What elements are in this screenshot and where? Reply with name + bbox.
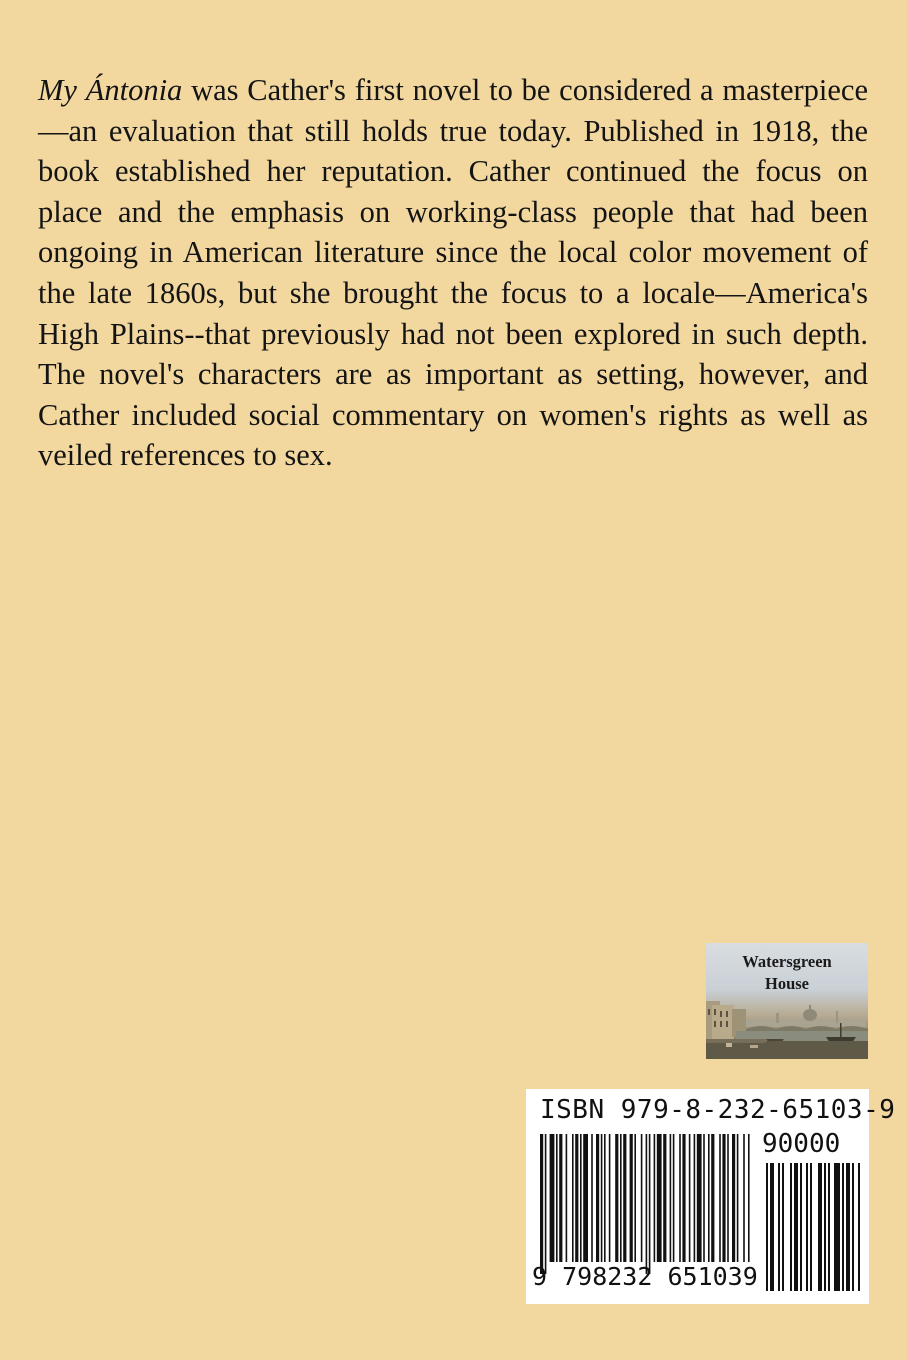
barcode-bar [703,1134,705,1262]
publisher-logo [706,943,868,1059]
barcode-bar [711,1134,714,1262]
addon-bar [782,1163,784,1291]
barcode-bar [604,1134,606,1262]
barcode-bar [719,1134,721,1262]
addon-bar [834,1163,840,1291]
barcode-bar [708,1134,710,1262]
barcode-bar [591,1134,593,1262]
addon-bar [824,1163,826,1291]
price-addon-code: 90000 [762,1129,841,1159]
barcode-bar [641,1134,643,1262]
barcode-bar [566,1134,568,1262]
barcode-bar [657,1134,662,1262]
barcode-bar [697,1134,702,1262]
barcode-bar [722,1134,725,1262]
blurb-text: was Cather's first novel to be considered a masterpiece—an evaluation that still holds true today. Published in 1918, the book established her reputation. Cather continued the focus on place and the emphasis on working-class people that had been ongoing in American literature since the local color movement of the late 1860s, but she brought the focus to a locale—America's High Plains--that previously had not been explored in such depth. The novel's characters are as important as setting, however, and Cather included social commentary on women's rights as well as veiled references to sex. [38,73,868,473]
isbn-barcode [526,1089,896,1304]
barcode-bar [654,1134,656,1262]
addon-bar [842,1163,844,1291]
barcode-bar [649,1134,651,1274]
barcode-bar [556,1134,558,1262]
barcode-bar [732,1134,735,1262]
barcode-bar [575,1134,578,1262]
barcode-bar [583,1134,588,1262]
addon-bar [852,1163,854,1291]
barcode-bar [550,1134,555,1262]
barcode-bar [737,1134,739,1262]
addon-bar [806,1163,808,1291]
barcode-bar [748,1134,750,1262]
barcode-bar [630,1134,633,1262]
ean-digits: 9 798232 651039 [532,1262,758,1291]
barcode-bar [545,1134,547,1274]
barcode-bar [596,1134,599,1262]
addon-bar [790,1163,792,1291]
barcode-bar [727,1134,729,1262]
barcode-bar [670,1134,672,1262]
addon-bar [794,1163,798,1291]
addon-bar [828,1163,830,1291]
publisher-name [706,951,868,995]
publisher-name-line2: House [764,974,809,993]
publisher-name-line1: Watersgreen [742,952,832,971]
barcode-bar [634,1134,636,1262]
barcode-bar [682,1134,685,1262]
barcode-bar [743,1134,745,1262]
barcode-bar [601,1134,603,1262]
barcode-bar [673,1134,675,1262]
addon-bar [810,1163,812,1291]
addon-bar [800,1163,802,1291]
barcode-bar [679,1134,681,1262]
barcode-bar [689,1134,691,1262]
addon-bar [858,1163,860,1291]
barcode-bar [623,1134,626,1262]
barcode-bar [620,1134,622,1262]
barcode-bar [572,1134,574,1262]
barcode-bar [580,1134,582,1262]
addon-bar [846,1163,850,1291]
barcode-bar [663,1134,666,1262]
barcode-bar [609,1134,611,1262]
addon-bar [770,1163,774,1291]
addon-bar [778,1163,780,1291]
addon-bar [818,1163,822,1291]
book-title: My Ántonia [38,73,183,107]
isbn-label: ISBN 979-8-232-65103-9 [540,1095,896,1125]
back-cover-blurb [38,70,868,476]
addon-bar [766,1163,768,1291]
barcode-bar [615,1134,618,1262]
barcode-bar [559,1134,562,1262]
barcode-bar [694,1134,696,1262]
barcode-bar [540,1134,543,1274]
barcode-bar [646,1134,648,1274]
